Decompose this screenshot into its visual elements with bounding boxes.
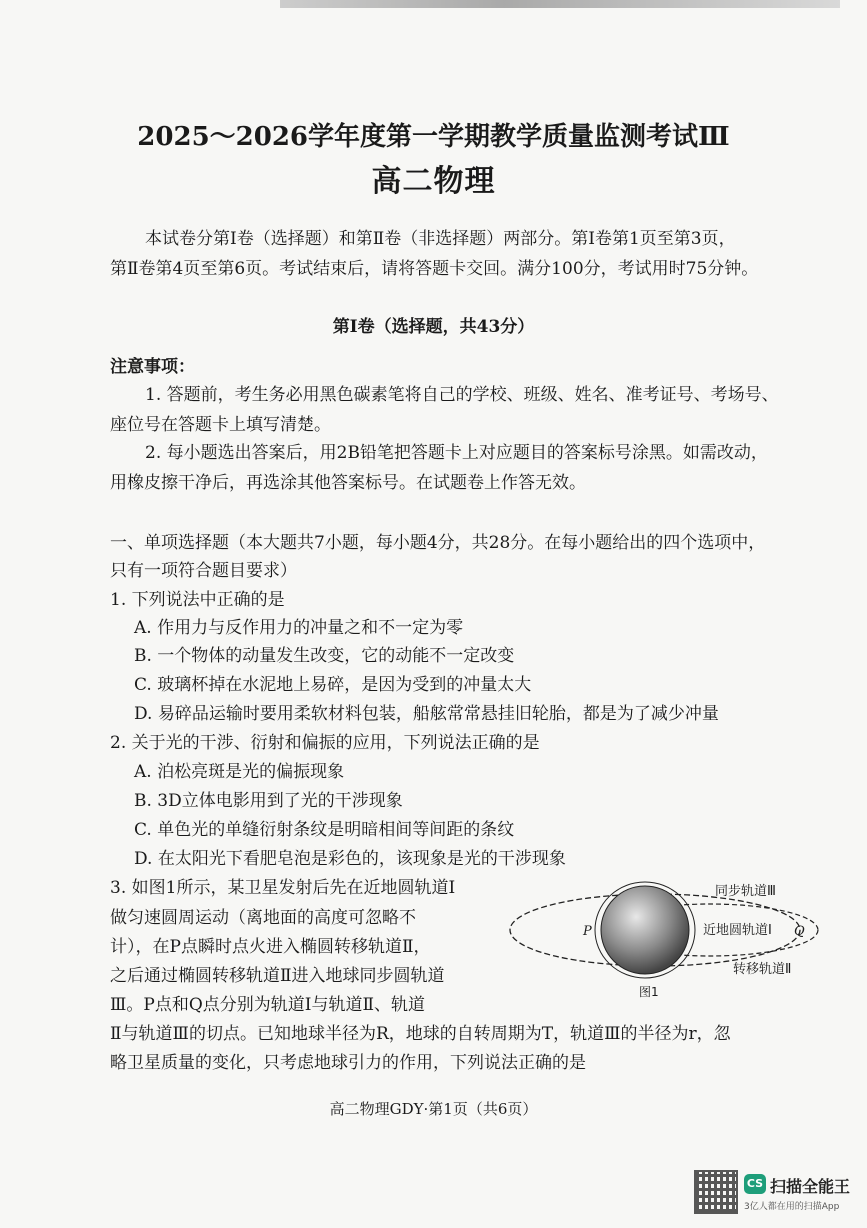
watermark-tagline: 3亿人都在用的扫描App [744,1202,840,1212]
intro-line-2: 第Ⅱ卷第4页至第6页。考试结束后，请将答题卡交回。满分100分，考试用时75分钟。 [110,259,759,279]
label-p: P [583,924,592,939]
intro-line-1: 本试卷分第Ⅰ卷（选择题）和第Ⅱ卷（非选择题）两部分。第Ⅰ卷第1页至第3页， [145,229,736,249]
notice-heading: 注意事项： [110,357,195,377]
question-3-line-3: 计），在P点瞬时点火进入椭圆转移轨道Ⅱ， [110,937,431,957]
watermark-app-name: 扫描全能王 [770,1177,851,1196]
part1-title: 第Ⅰ卷（选择题，共43分） [332,317,535,337]
section1-heading-line-1: 一、单项选择题（本大题共7小题，每小题4分，共28分。在每小题给出的四个选项中， [110,533,766,553]
question-1-stem: 1. 下列说法中正确的是 [110,590,285,610]
question-1-option-a: A. 作用力与反作用力的冲量之和不一定为零 [134,618,464,638]
qr-code-icon [694,1170,738,1214]
scanner-watermark [694,1168,860,1220]
question-3-line-6: Ⅱ与轨道Ⅲ的切点。已知地球半径为R，地球的自转周期为T，轨道Ⅲ的半径为r，忽 [110,1024,731,1044]
camscanner-logo: CS [744,1174,766,1194]
question-2-option-a: A. 泊松亮斑是光的偏振现象 [134,762,345,782]
question-1-option-d: D. 易碎品运输时要用柔软材料包装，船舷常常悬挂旧轮胎，都是为了减少冲量 [134,704,719,724]
question-3-line-1: 3. 如图1所示，某卫星发射后先在近地圆轨道Ⅰ [110,878,456,898]
notice-item-1-line-1: 1. 答题前，考生务必用黑色碳素笔将自己的学校、班级、姓名、准考证号、考场号、 [145,385,779,405]
scan-edge-strip [280,0,840,8]
notice-item-1-line-2: 座位号在答题卡上填写清楚。 [110,415,331,435]
notice-item-2-line-2: 用橡皮擦干净后，再选涂其他答案标号。在试题卷上作答无效。 [110,473,586,493]
notice-item-2-line-1: 2. 每小题选出答案后，用2B铅笔把答题卡上对应题目的答案标号涂黑。如需改动， [145,443,768,463]
earth [601,886,689,974]
question-1-option-b: B. 一个物体的动量发生改变，它的动能不一定改变 [134,646,515,666]
question-2-stem: 2. 关于光的干涉、衍射和偏振的应用，下列说法正确的是 [110,733,540,753]
label-orbit-3: 同步轨道Ⅲ [715,884,776,899]
question-3-line-4: 之后通过椭圆转移轨道Ⅱ进入地球同步圆轨道 [110,966,445,986]
subject-title: 高二物理 [371,164,496,199]
label-orbit-2: 转移轨道Ⅱ [733,962,792,977]
question-3-line-2: 做匀速圆周运动（离地面的高度可忽略不 [110,908,416,928]
question-3-line-5: Ⅲ。P点和Q点分别为轨道Ⅰ与轨道Ⅱ、轨道 [110,995,426,1015]
orbit-diagram [505,878,825,1008]
question-2-option-c: C. 单色光的单缝衍射条纹是明暗相间等间距的条纹 [134,820,515,840]
question-2-option-d: D. 在太阳光下看肥皂泡是彩色的，该现象是光的干涉现象 [134,849,566,869]
page-footer: 高二物理GDY·第1页（共6页） [329,1100,538,1118]
label-q: Q [794,924,805,939]
question-3-line-7: 略卫星质量的变化，只考虑地球引力的作用，下列说法正确的是 [110,1053,586,1073]
label-orbit-1: 近地圆轨道Ⅰ [703,923,772,938]
exam-title: 2025～2026学年度第一学期教学质量监测考试Ⅲ [137,122,730,152]
question-1-option-c: C. 玻璃杯掉在水泥地上易碎，是因为受到的冲量太大 [134,675,532,695]
figure-caption: 图1 [639,985,659,999]
section1-heading-line-2: 只有一项符合题目要求） [110,561,297,581]
question-2-option-b: B. 3D立体电影用到了光的干涉现象 [134,791,403,811]
